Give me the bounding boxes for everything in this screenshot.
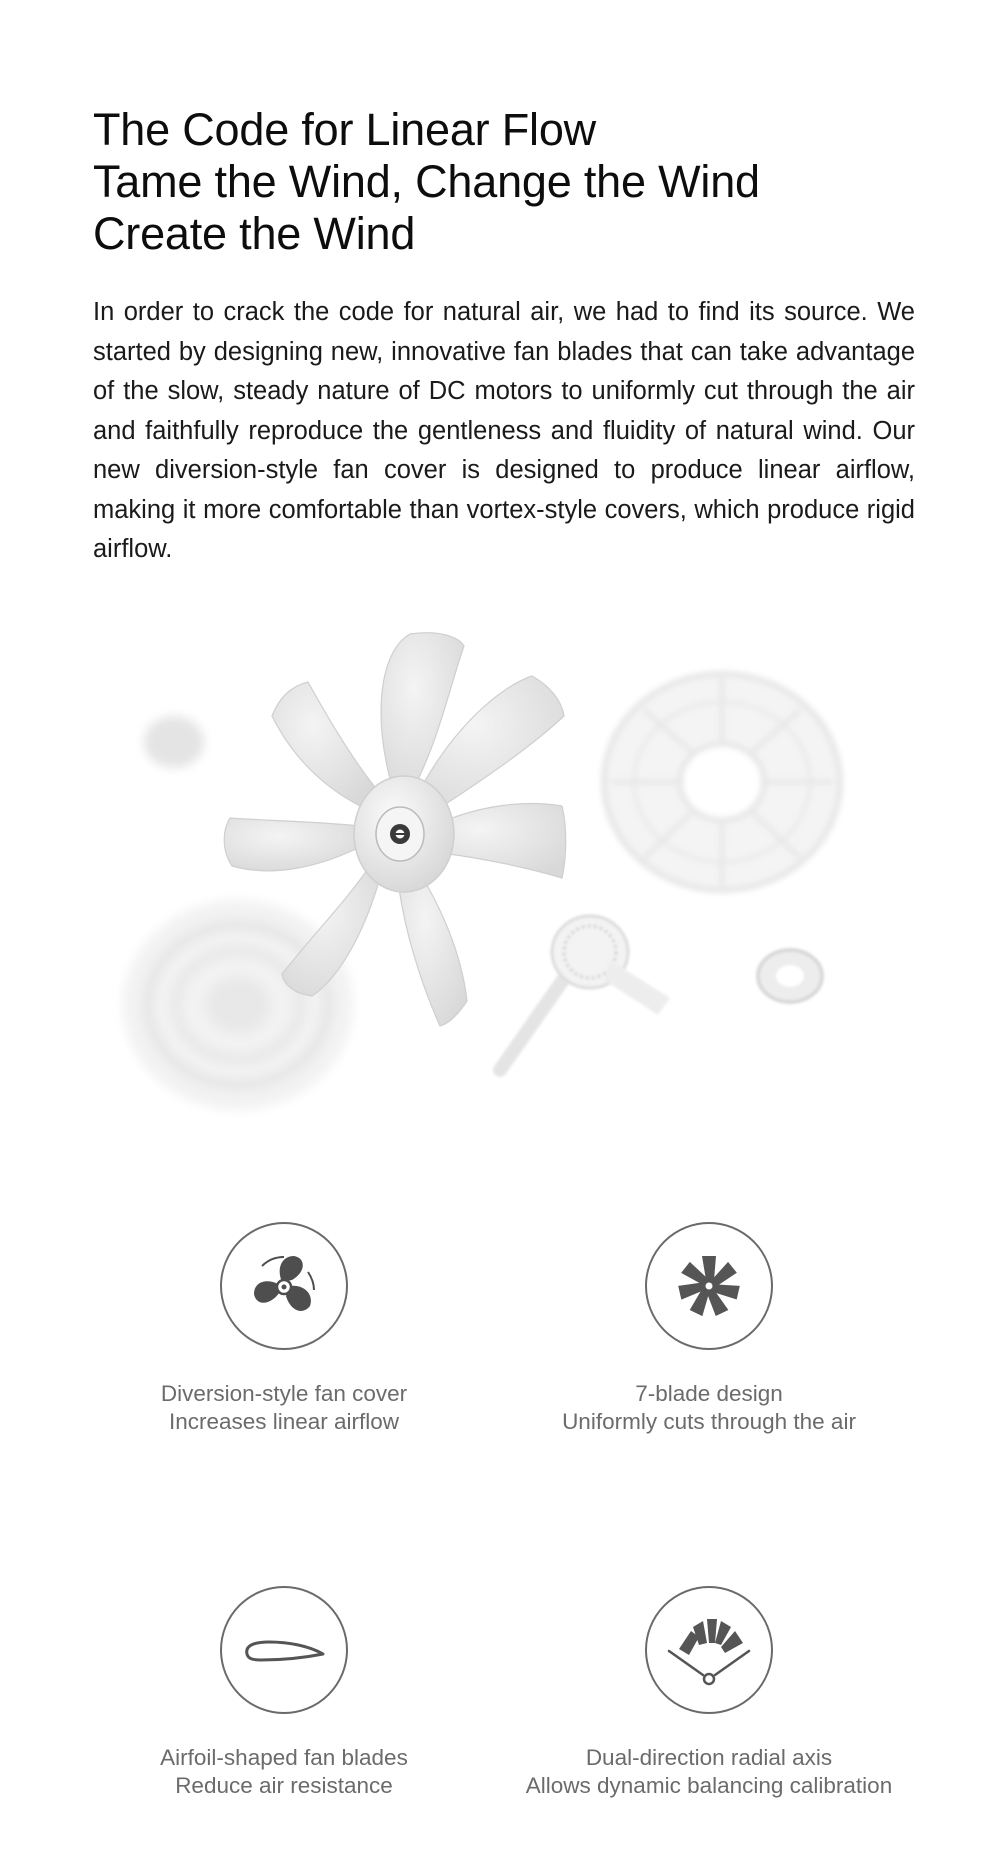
feature-seven-blade <box>489 1222 929 1436</box>
airfoil-icon <box>239 1630 329 1670</box>
headline-line-2: Tame the Wind, Change the Wind <box>93 156 760 207</box>
feature-icon-circle <box>645 1586 773 1714</box>
feature-subtitle: Increases linear airflow <box>168 1409 400 1434</box>
headline-line-1: The Code for Linear Flow <box>93 104 596 155</box>
feature-icon-circle <box>645 1222 773 1350</box>
fan-exploded-illustration <box>110 630 890 1150</box>
intro-paragraph: In order to crack the code for natural air, we had to find its source. We started by designing new, innovative fan blades that can take advantage of the slow, steady nature of DC motors to uniformly cut through the air and faithfully reproduce the gentleness and fluidity of natural wind. Our new diversion-style fan cover is designed to produce linear airflow, making it more comfortable than vortex-style covers, which produce rigid airflow. <box>93 298 915 563</box>
blurred-front-grille <box>604 674 840 890</box>
feature-subtitle: Uniformly cuts through the air <box>562 1409 856 1434</box>
feature-icon-circle <box>220 1222 348 1350</box>
feature-title: Diversion-style fan cover <box>160 1381 408 1406</box>
blurred-cap <box>144 716 204 768</box>
feature-diversion-fan-cover <box>64 1222 504 1436</box>
feature-subtitle: Reduce air resistance <box>175 1773 393 1798</box>
headline <box>93 104 933 260</box>
feature-title: Airfoil-shaped fan blades <box>160 1745 408 1770</box>
feature-icon-circle <box>220 1586 348 1714</box>
feature-airfoil-blades <box>64 1586 504 1800</box>
headline-line-3: Create the Wind <box>93 208 416 259</box>
propeller-icon <box>249 1251 319 1321</box>
feature-title: 7-blade design <box>635 1381 783 1406</box>
seven-blade-icon <box>674 1251 744 1321</box>
radial-axis-icon <box>664 1610 754 1690</box>
blurred-motor-shaft <box>500 916 670 1070</box>
feature-subtitle: Allows dynamic balancing calibration <box>525 1773 893 1798</box>
feature-radial-axis <box>489 1586 929 1800</box>
blurred-ring <box>758 950 822 1002</box>
feature-title: Dual-direction radial axis <box>585 1745 833 1770</box>
